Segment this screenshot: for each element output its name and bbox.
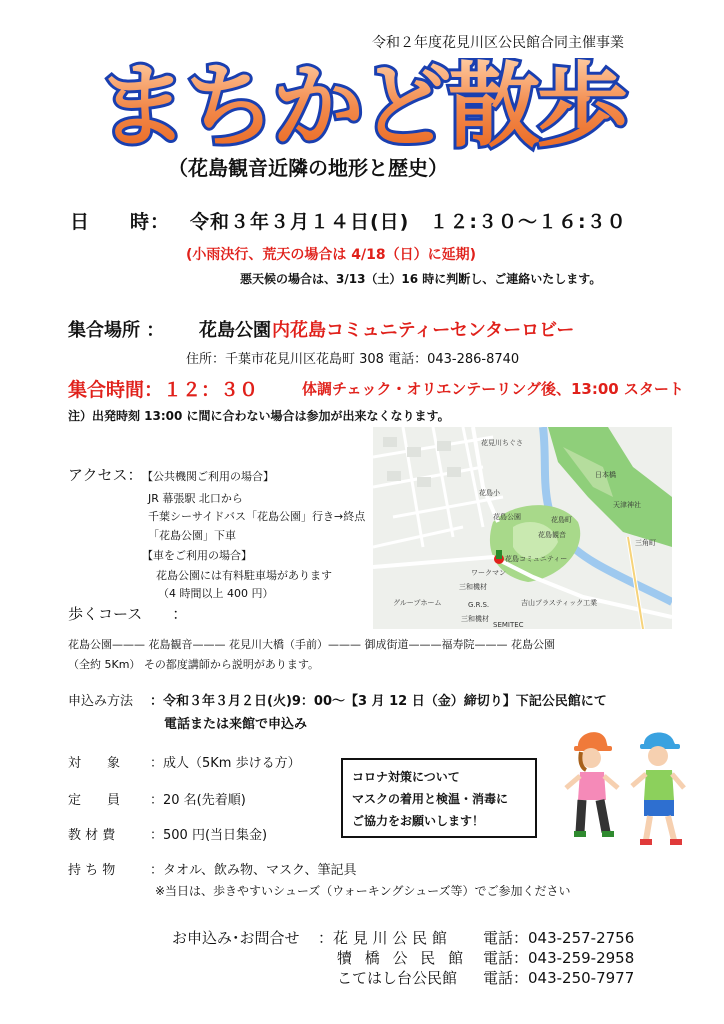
detail-label-belongings: 持 ち 物 bbox=[68, 863, 116, 878]
map-label-center: 花島コミュニティー bbox=[505, 555, 568, 563]
walking-kids-illustration bbox=[546, 722, 696, 872]
map-label-tennin: 天津神社 bbox=[613, 501, 641, 509]
rain-note: (小雨決行、荒天の場合は 4/18（日）に延期) bbox=[186, 247, 477, 263]
corona-notice bbox=[341, 758, 537, 838]
organizer-line: 令和２年度花見川区公民館合同主催事業 bbox=[372, 35, 624, 51]
contact-name-kotehashi: 犢 橋 公 民 館 bbox=[337, 949, 468, 967]
map-label-kannon: 花島観音 bbox=[538, 531, 566, 539]
meeting-address: 住所：千葉市花見川区花島町 308 電話：043-286-8740 bbox=[186, 352, 520, 367]
meeting-place-park: 花島公園 bbox=[199, 320, 271, 341]
meeting-time-label: 集合時間：１２：３０ bbox=[68, 379, 259, 401]
corona-line-3: ご協力をお願いします！ bbox=[352, 814, 485, 828]
meeting-label: 集合場所 ： bbox=[68, 320, 165, 341]
contact-label: お申込み･お問合せ bbox=[172, 929, 300, 947]
detail-label-capacity: 定 員 bbox=[68, 793, 121, 808]
corona-line-2: マスクの着用と検温・消毒に bbox=[352, 792, 509, 806]
detail-value-belongings: ：タオル、飲み物、マスク、筆記具 bbox=[150, 863, 357, 878]
application-value-2: 電話または来館で申込み bbox=[164, 717, 308, 732]
contact-name-kotehashidai: こてはし台公民館 bbox=[337, 969, 458, 987]
datetime-value: 令和３年３月１４日(日) １２:３０～１６:３０ bbox=[190, 211, 627, 233]
course-note: （全約 5Km） その都度講師から説明があります。 bbox=[68, 658, 320, 671]
application-label: 申込み方法 bbox=[68, 694, 134, 709]
access-public-line2: 千葉シーサイドバス「花島公園」行き→終点 bbox=[148, 510, 366, 523]
meeting-time-note: 体調チェック・オリエンテーリング後、13:00 スタート bbox=[302, 380, 684, 398]
map-label-workman: ワークマン bbox=[471, 569, 506, 577]
map-label-plastic: 吉山プラスティック工業 bbox=[521, 599, 598, 607]
access-public-title: 【公共機関ご利用の場合】 bbox=[142, 470, 274, 483]
map-label-mitsuwa: 三和機材 bbox=[461, 615, 489, 623]
weather-note: 悪天候の場合は、3/13（土）16 時に判断し、ご連絡いたします。 bbox=[240, 272, 602, 286]
shoes-note: ※当日は、歩きやすいシューズ（ウォーキングシューズ等）でご参加ください bbox=[155, 884, 571, 898]
map-label-sannou: 三角町 bbox=[635, 539, 656, 547]
map-label-mitsu: 三和機材 bbox=[459, 583, 487, 591]
departure-note: 注）出発時刻 13:00 に間に合わない場合は参加が出来なくなります。 bbox=[68, 409, 450, 423]
access-label: アクセス： bbox=[68, 466, 143, 484]
map-label-bridge: 日本橋 bbox=[595, 471, 616, 479]
detail-value-fee: ：500 円(当日集金) bbox=[150, 828, 268, 843]
detail-label-target: 対 象 bbox=[68, 756, 121, 771]
datetime-label: 日 時： bbox=[70, 211, 171, 233]
map-label-town: 花島町 bbox=[551, 516, 572, 524]
access-public-line1: JR 幕張駅 北口から bbox=[148, 492, 243, 505]
detail-value-capacity: ：20 名(先着順) bbox=[150, 793, 246, 808]
meeting-place-center: 内花島コミュニティーセンターロビー bbox=[272, 320, 575, 341]
access-car-line1: 花島公園には有料駐車場があります bbox=[156, 569, 332, 582]
map-label-school-top: 花見川ちぐさ bbox=[481, 439, 523, 447]
contact-name-hanamigawa: ：花 見 川 公 民 館 bbox=[318, 929, 447, 947]
map-label-park: 花島公園 bbox=[493, 513, 521, 521]
access-public-line3: 「花島公園」下車 bbox=[148, 529, 236, 542]
application-value: ：令和３年３月２日(火)9：00～【3 月 12 日（金）締切り】下記公民館にて bbox=[150, 694, 607, 709]
corona-line-1: コロナ対策について bbox=[352, 770, 460, 784]
access-car-line2: （4 時間以上 400 円） bbox=[158, 587, 274, 600]
contact-tel-hanamigawa: 電話：043-257-2756 bbox=[483, 929, 635, 947]
contact-tel-kotehashi: 電話：043-259-2958 bbox=[483, 949, 635, 967]
contact-tel-kotehashidai: 電話：043-250-7977 bbox=[483, 969, 635, 987]
main-title-text: まちかど散歩 bbox=[95, 58, 625, 160]
detail-value-target: ：成人（5Km 歩ける方） bbox=[150, 756, 301, 771]
course-label: 歩くコース ： bbox=[68, 605, 188, 623]
map-label-gr: G.R.S. bbox=[468, 601, 490, 609]
subtitle: （花島観音近隣の地形と歴史） bbox=[168, 156, 448, 180]
access-car-title: 【車をご利用の場合】 bbox=[142, 549, 252, 562]
map-label-school: 花島小 bbox=[479, 489, 500, 497]
detail-label-fee: 教 材 費 bbox=[68, 828, 116, 843]
course-route: 花島公園——— 花島観音——— 花見川大橋（手前）——— 御成街道———福寿院——— 花島公園 bbox=[68, 638, 555, 651]
map-label-group: グループホーム bbox=[393, 599, 442, 607]
map-label-semitec: SEMITEC bbox=[493, 621, 524, 629]
area-map bbox=[373, 427, 672, 629]
